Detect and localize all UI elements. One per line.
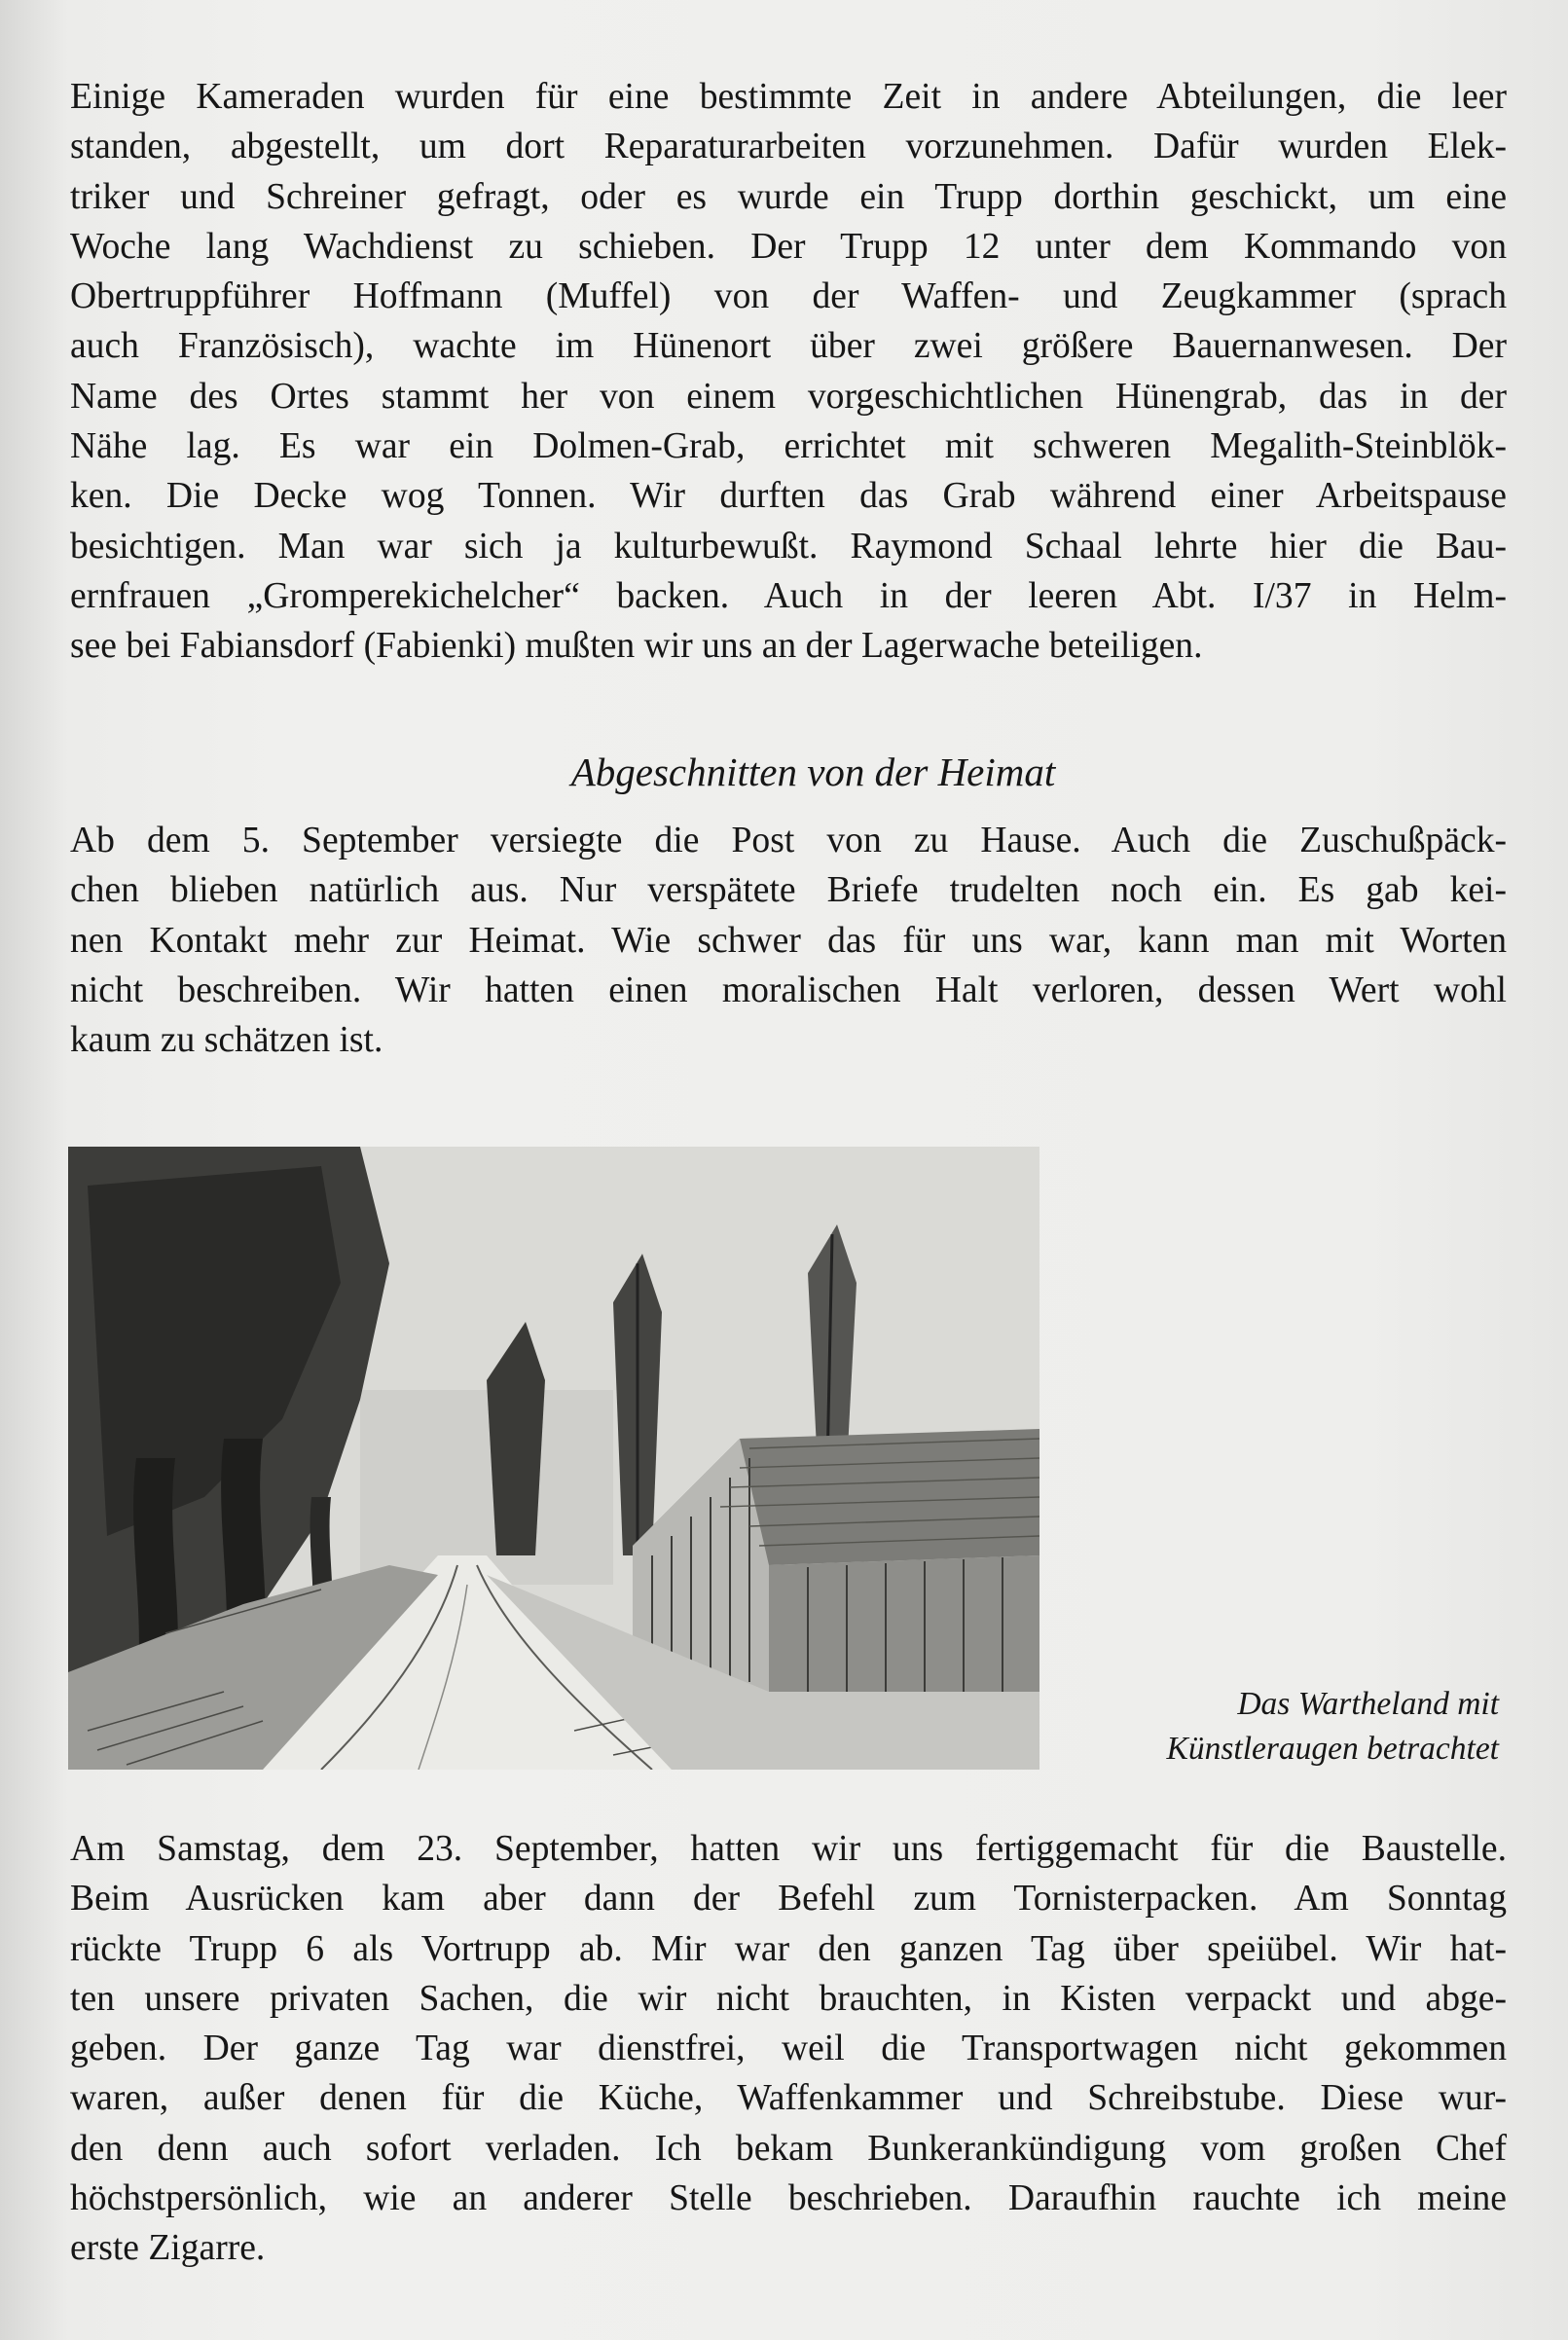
paragraph-line: erste Zigarre. xyxy=(70,2228,266,2269)
paragraph-line: triker und Schreiner gefragt, oder es wurde ein Trupp dorthin geschickt, um eine xyxy=(70,176,1507,217)
section-heading-text: Abgeschnitten von der Heimat xyxy=(570,750,1056,794)
paragraph-line: besichtigen. Man war sich ja kulturbewußt. Raymond Schaal lehrte hier die Bau- xyxy=(70,526,1507,567)
paragraph-line: kaum zu schätzen ist. xyxy=(70,1020,383,1061)
paragraph-line: nen Kontakt mehr zur Heimat. Wie schwer das für uns war, kann man mit Worten xyxy=(70,920,1507,961)
paragraph-line: chen blieben natürlich aus. Nur verspätete Briefe trudelten noch ein. Es gab kei- xyxy=(70,870,1507,911)
paragraph-1 xyxy=(70,72,1507,672)
paragraph-line: Am Samstag, dem 23. September, hatten wir uns fertiggemacht für die Baustelle. xyxy=(70,1829,1507,1869)
section-heading xyxy=(0,745,1568,799)
paragraph-line: Ab dem 5. September versiegte die Post von zu Hause. Auch die Zuschußpäck- xyxy=(70,821,1507,860)
paragraph-line: ernfrauen „Gromperekichelcher“ backen. Auch in der leeren Abt. I/37 in Helm- xyxy=(70,575,1507,616)
paragraph-line: höchstpersönlich, wie an anderer Stelle beschrieben. Daraufhin rauchte ich meine xyxy=(70,2178,1507,2219)
caption-line: Künstleraugen betrachtet xyxy=(1166,1731,1499,1767)
paragraph-line: ten unsere privaten Sachen, die wir nicht brauchten, in Kisten verpackt und abge- xyxy=(70,1978,1507,2019)
village-sketch-illustration xyxy=(68,1147,1039,1770)
paragraph-line: auch Französisch), wachte im Hünenort über zwei größere Bauernanwesen. Der xyxy=(70,326,1507,367)
paragraph-line: Nähe lag. Es war ein Dolmen-Grab, errichtet mit schweren Megalith-Steinblök- xyxy=(70,426,1507,467)
paragraph-2 xyxy=(70,816,1507,1065)
paragraph-line: Beim Ausrücken kam aber dann der Befehl zum Tornisterpacken. Am Sonntag xyxy=(70,1879,1507,1920)
paragraph-3 xyxy=(70,1824,1507,2274)
paragraph-line: waren, außer denen für die Küche, Waffenkammer und Schreibstube. Diese wur- xyxy=(70,2078,1507,2119)
paragraph-line: Name des Ortes stammt her von einem vorgeschichtlichen Hünengrab, das in der xyxy=(70,376,1507,417)
caption-line: Das Wartheland mit xyxy=(1237,1686,1499,1722)
paragraph-line: Obertruppführer Hoffmann (Muffel) von der Waffen- und Zeugkammer (sprach xyxy=(70,276,1507,317)
paragraph-line: Einige Kameraden wurden für eine bestimmte Zeit in andere Abteilungen, die leer xyxy=(70,77,1507,117)
paragraph-line: see bei Fabiansdorf (Fabienki) mußten wir uns an der Lagerwache beteiligen. xyxy=(70,626,1203,667)
paragraph-line: ken. Die Decke wog Tonnen. Wir durften das Grab während einer Arbeitspause xyxy=(70,476,1507,517)
paragraph-line: nicht beschreiben. Wir hatten einen moralischen Halt verloren, dessen Wert wohl xyxy=(70,969,1507,1010)
figure-caption xyxy=(1061,1682,1499,1772)
paragraph-line: Woche lang Wachdienst zu schieben. Der Trupp 12 unter dem Kommando von xyxy=(70,226,1507,267)
paragraph-line: standen, abgestellt, um dort Reparaturarbeiten vorzunehmen. Dafür wurden Elek- xyxy=(70,127,1507,167)
paragraph-line: den denn auch sofort verladen. Ich bekam Bunkerankündigung vom großen Chef xyxy=(70,2128,1507,2169)
paragraph-line: rückte Trupp 6 als Vortrupp ab. Mir war den ganzen Tag über speiübel. Wir hat- xyxy=(70,1928,1507,1969)
paragraph-line: geben. Der ganze Tag war dienstfrei, weil die Transportwagen nicht gekommen xyxy=(70,2029,1507,2069)
